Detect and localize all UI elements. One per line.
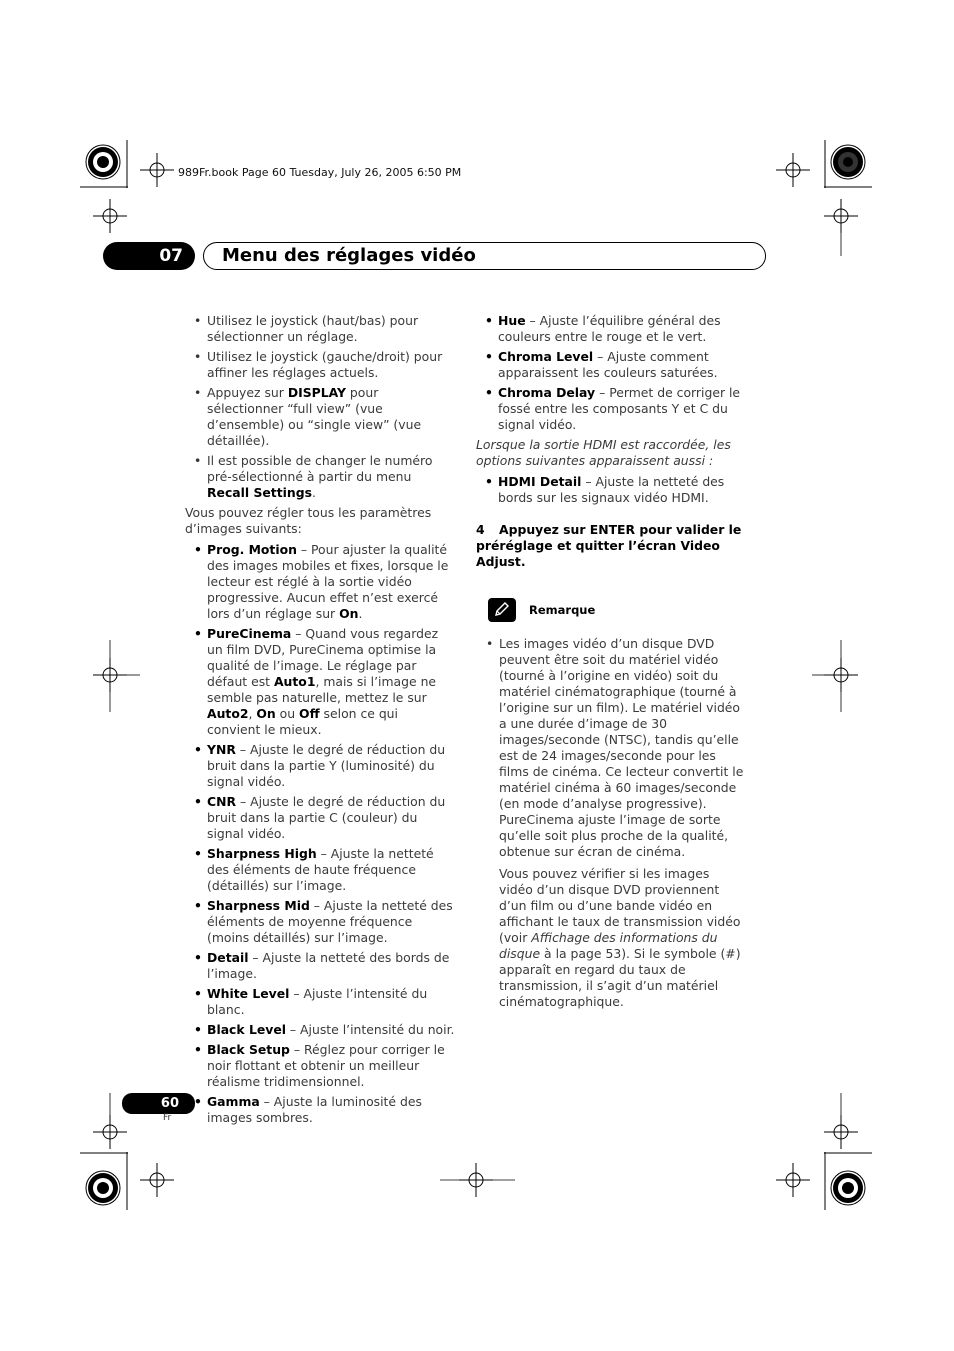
parameter-item: • CNR – Ajuste le degré de réduction du bruit dans la partie C (couleur) du signal vidéo.: [185, 794, 455, 842]
parameter-list: [185, 542, 455, 1126]
parameter-item: • Hue – Ajuste l’équilibre général des couleurs entre le rouge et le vert.: [476, 313, 746, 345]
parameter-item: • Chroma Delay – Permet de corriger le fossé entre les composants Y et C du signal vidéo.: [476, 385, 746, 433]
parameter-item-hdmi-detail: • HDMI Detail – Ajuste la netteté des bords sur les signaux vidéo HDMI.: [476, 474, 746, 506]
chapter-title: Menu des réglages vidéo: [222, 245, 476, 266]
page-number-badge: 60: [122, 1093, 195, 1114]
parameter-item: • Detail – Ajuste la netteté des bords de l’image.: [185, 950, 455, 982]
print-header: 989Fr.book Page 60 Tuesday, July 26, 2005 6:50 PM: [178, 166, 462, 179]
parameter-item: • Gamma – Ajuste la luminosité des images sombres.: [185, 1094, 455, 1126]
instruction-item: • Il est possible de changer le numéro pré-sélectionné à partir du menu Recall Settings.: [185, 453, 455, 501]
parameter-item: • Black Setup – Réglez pour corriger le noir flottant et obtenir un meilleur réalisme tridimensionnel.: [185, 1042, 455, 1090]
step-number: 4: [476, 522, 485, 537]
hdmi-parameter-list: [476, 474, 746, 506]
parameter-lead: Vous pouvez régler tous les paramètres d’images suivants:: [185, 505, 432, 536]
step-text: Appuyez sur ENTER pour valider le préréglage et quitter l’écran Video Adjust.: [476, 522, 742, 569]
parameter-item: • YNR – Ajuste le degré de réduction du bruit dans la partie Y (luminosité) du signal vidéo.: [185, 742, 455, 790]
parameter-item: • Sharpness High – Ajuste la netteté des éléments de haute fréquence (détaillés) sur l’image.: [185, 846, 455, 894]
instruction-item: • Utilisez le joystick (haut/bas) pour sélectionner un réglage.: [185, 313, 455, 345]
right-column: [476, 313, 746, 1015]
chapter-title-box: [203, 242, 766, 270]
instruction-item: • Appuyez sur DISPLAY pour sélectionner “full view” (vue d’ensemble) ou “single view” (vue détaillée).: [185, 385, 455, 449]
note-paragraph: Vous pouvez vérifier si les images vidéo d’un disque DVD proviennent d’un film ou d’une bande vidéo en affichant le taux de transmission vidéo (voir Affichage des informations du disque à la page 53). Si le symbole (#) apparaît en regard du taux de transmission, il s’agit d’un matériel cinématographique.: [499, 866, 741, 1009]
parameter-item: • Chroma Level – Ajuste comment apparaissent les couleurs saturées.: [476, 349, 746, 381]
parameter-item-prog-motion: • Prog. Motion – Pour ajuster la qualité des images mobiles et fixes, lorsque le lecteur est réglé à la sortie vidéo progressive. Aucun effet n’est exercé lors d’un réglage sur On.: [185, 542, 455, 622]
note-label: Remarque: [529, 603, 596, 617]
left-column: [185, 313, 455, 1130]
note-item: • Les images vidéo d’un disque DVD peuvent être soit du matériel vidéo (tourné à l’origine en vidéo) soit du matériel cinématographique (tourné à l’origine sur un film). Le matériel vidéo a une durée d’image de 30 images/seconde (NTSC), tandis qu’elle est de 24 images/seconde pour les films de cinéma. Ce lecteur convertit le matériel cinéma à 60 images/seconde (en mode d’analyse progressive). PureCinema ajuste l’image de sorte qu’elle soit plus proche de la qualité, obtenue sur écran de cinéma.: [476, 636, 746, 860]
parameter-item: • Sharpness Mid – Ajuste la netteté des éléments de moyenne fréquence (moins détaillés) sur l’image.: [185, 898, 455, 946]
chapter-number-badge: 07: [103, 242, 195, 270]
note-list: [476, 636, 746, 860]
note-header: [476, 598, 746, 622]
parameter-item-purecinema: • PureCinema – Quand vous regardez un film DVD, PureCinema optimise la qualité de l’image. Le réglage par défaut est Auto1, mais si l’image ne semble pas naturelle, mettez le sur Auto2, On ou Off selon ce qui convient le mieux.: [185, 626, 455, 738]
step-4: [476, 522, 746, 570]
parameter-list: [476, 313, 746, 433]
hdmi-note: Lorsque la sortie HDMI est raccordée, les options suivantes apparaissent aussi :: [476, 437, 731, 468]
instruction-item: • Utilisez le joystick (gauche/droit) pour affiner les réglages actuels.: [185, 349, 455, 381]
parameter-item: • White Level – Ajuste l’intensité du blanc.: [185, 986, 455, 1018]
pencil-note-icon: [488, 598, 516, 622]
page-language: Fr: [163, 1113, 172, 1123]
parameter-item: • Black Level – Ajuste l’intensité du noir.: [185, 1022, 455, 1038]
instruction-list: [185, 313, 455, 501]
